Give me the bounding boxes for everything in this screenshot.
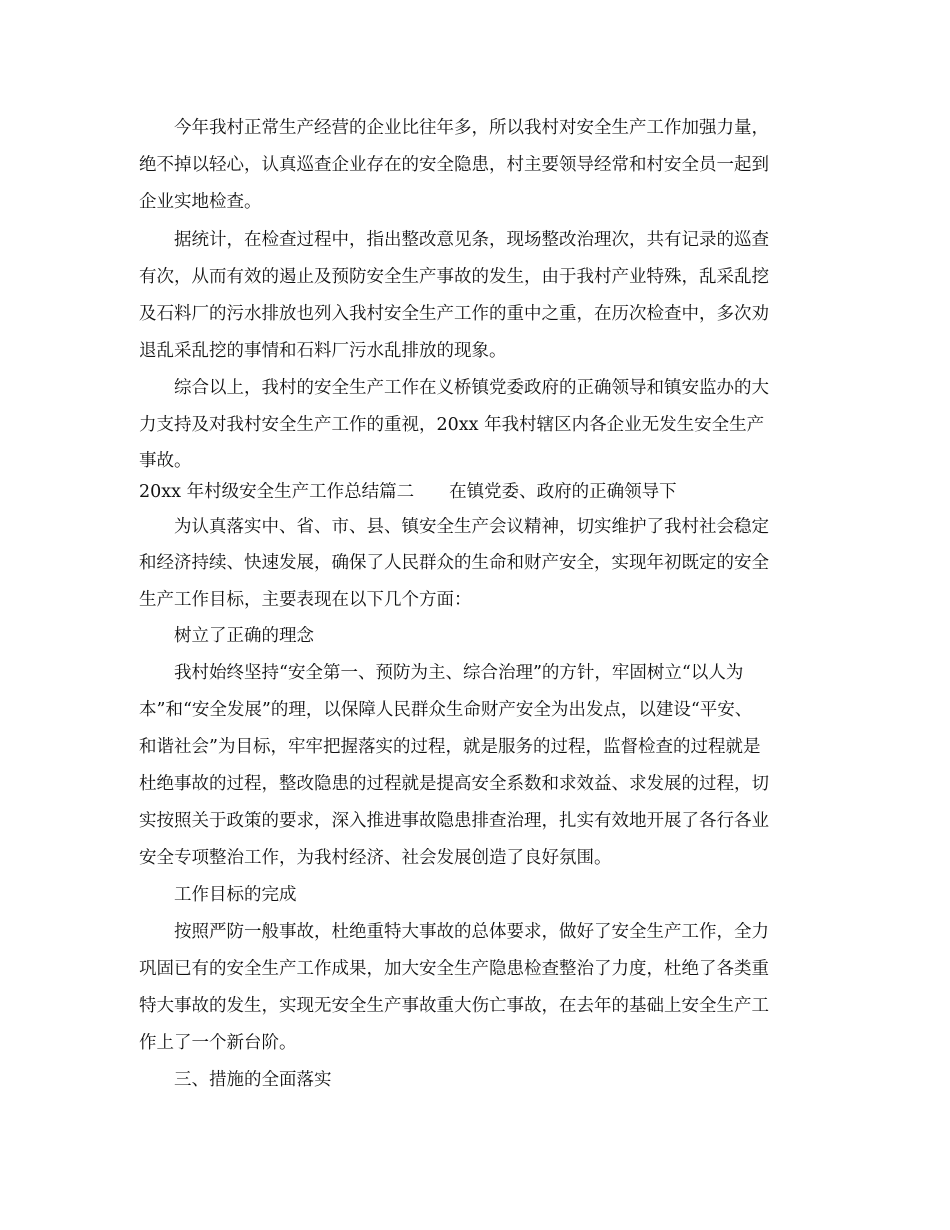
paragraph-line: 按照严防一般事故，杜绝重特大事故的总体要求，做好了安全生产工作，全力 (174, 922, 769, 942)
paragraph-line: 力支持及对我村安全生产工作的重视，20xx 年我村辖区内各企业无发生安全生产 (139, 415, 765, 435)
paragraph-line: 安全专项整治工作，为我村经济、社会发展创造了良好氛围。 (139, 848, 612, 868)
paragraph-line: 杜绝事故的过程，整改隐患的过程就是提高安全系数和求效益、求发展的过程，切 (139, 774, 769, 794)
paragraph-line: 和经济持续、快速发展，确保了人民群众的生命和财产安全，实现年初既定的安全 (139, 553, 769, 573)
paragraph-line: 综合以上，我村的安全生产工作在义桥镇党委政府的正确领导和镇安监办的大 (174, 378, 769, 398)
section-heading: 20xx 年村级安全生产工作总结篇二 在镇党委、政府的正确领导下 (139, 482, 677, 502)
paragraph-line: 有次，从而有效的遏止及预防安全生产事故的发生，由于我村产业特殊，乱采乱挖 (139, 267, 769, 287)
subheading: 三、措施的全面落实 (174, 1070, 332, 1090)
paragraph-line: 今年我村正常生产经营的企业比往年多，所以我村对安全生产工作加强力量， (174, 118, 769, 138)
paragraph-line: 本”和“安全发展”的理，以保障人民群众生命财产安全为出发点，以建设“平安、 (139, 700, 753, 720)
paragraph-line: 巩固已有的安全生产工作成果，加大安全生产隐患检查整治了力度，杜绝了各类重 (139, 959, 769, 979)
paragraph-line: 绝不掉以轻心，认真巡查企业存在的安全隐患，村主要领导经常和村安全员一起到 (139, 155, 769, 175)
paragraph-line: 和谐社会”为目标，牢牢把握落实的过程，就是服务的过程，监督检查的过程就是 (139, 737, 761, 757)
subheading: 工作目标的完成 (174, 885, 297, 905)
paragraph-line: 企业实地检查。 (139, 192, 262, 212)
paragraph-line: 实按照关于政策的要求，深入推进事故隐患排查治理，扎实有效地开展了各行各业 (139, 811, 769, 831)
paragraph-line: 及石料厂的污水排放也列入我村安全生产工作的重中之重，在历次检查中，多次劝 (139, 304, 769, 324)
paragraph-line: 事故。 (139, 451, 192, 471)
paragraph-line: 特大事故的发生，实现无安全生产事故重大伤亡事故，在去年的基础上安全生产工 (139, 996, 769, 1016)
paragraph-line: 作上了一个新台阶。 (139, 1033, 297, 1053)
paragraph-line: 据统计，在检查过程中，指出整改意见条，现场整改治理次，共有记录的巡查 (174, 230, 769, 250)
subheading: 树立了正确的理念 (174, 626, 314, 646)
paragraph-line: 退乱采乱挖的事情和石料厂污水乱排放的现象。 (139, 341, 507, 361)
paragraph-line: 我村始终坚持“安全第一、预防为主、综合治理”的方针，牢固树立“以人为 (174, 663, 744, 683)
paragraph-line: 生产工作目标，主要表现在以下几个方面： (139, 590, 472, 610)
paragraph-line: 为认真落实中、省、市、县、镇安全生产会议精神，切实维护了我村社会稳定 (174, 517, 769, 537)
